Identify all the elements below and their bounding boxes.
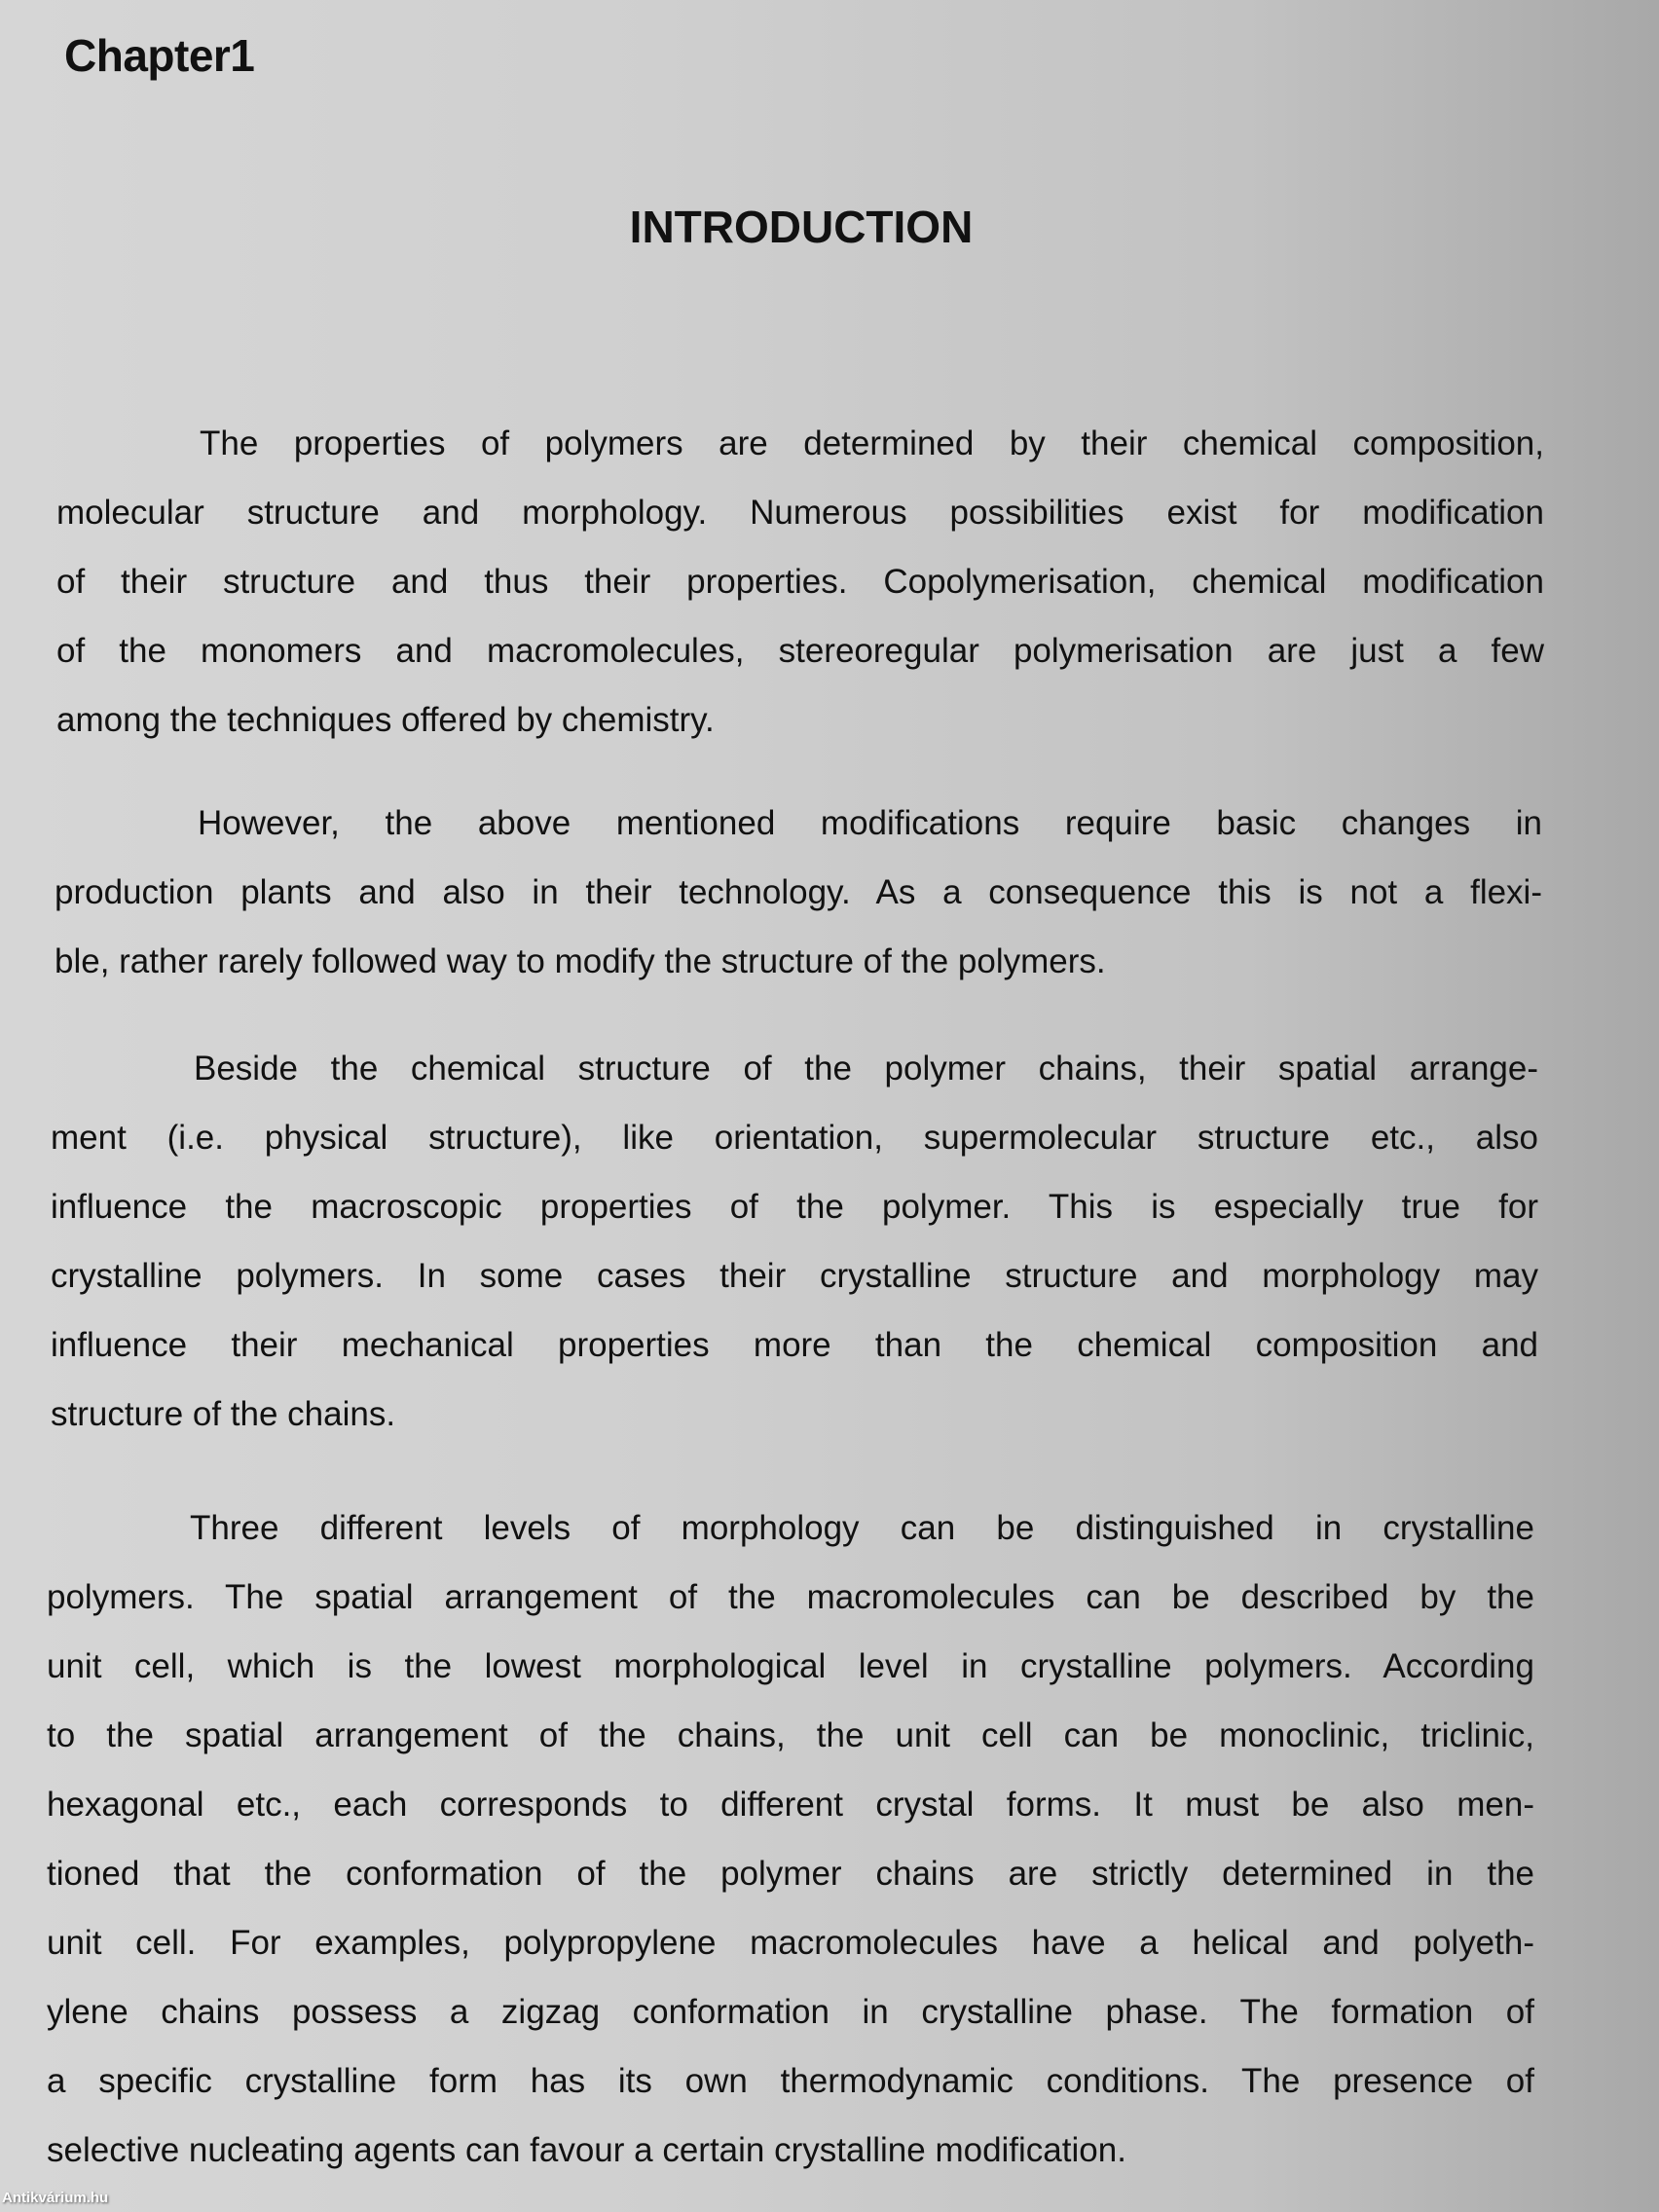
text-line: influence the macroscopic properties of the polymer. This is especially true for	[51, 1188, 1538, 1226]
paragraph-2	[55, 789, 1542, 996]
paragraph-4	[47, 1493, 1534, 2185]
text-line: unit cell, which is the lowest morphological level in crystalline polymers. According	[47, 1647, 1534, 1685]
text-line: However, the above mentioned modifications require basic changes in	[198, 804, 1542, 842]
text-line: hexagonal etc., each corresponds to different crystal forms. It must be also men-	[47, 1786, 1534, 1824]
text-line: among the techniques offered by chemistry.	[56, 701, 715, 739]
text-line: unit cell. For examples, polypropylene macromolecules have a helical and polyeth-	[47, 1924, 1534, 1962]
text-line: influence their mechanical properties more than the chemical composition and	[51, 1326, 1538, 1364]
text-line: ment (i.e. physical structure), like orientation, supermolecular structure etc., also	[51, 1119, 1538, 1157]
text-line: a specific crystalline form has its own thermodynamic conditions. The presence of	[47, 2062, 1534, 2100]
paragraph-3	[51, 1034, 1538, 1449]
text-line: structure of the chains.	[51, 1395, 396, 1433]
text-line: Beside the chemical structure of the polymer chains, their spatial arrange-	[194, 1050, 1538, 1088]
chapter-label: Chapter1	[64, 30, 255, 81]
text-line: molecular structure and morphology. Numerous possibilities exist for modification	[56, 494, 1544, 532]
text-line: polymers. The spatial arrangement of the macromolecules can be described by the	[47, 1578, 1534, 1616]
text-line: tioned that the conformation of the polymer chains are strictly determined in the	[47, 1855, 1534, 1893]
page-title: INTRODUCTION	[629, 202, 974, 252]
text-line: of their structure and thus their properties. Copolymerisation, chemical modification	[56, 563, 1544, 601]
text-line: ble, rather rarely followed way to modify the structure of the polymers.	[55, 942, 1106, 980]
text-line: Three different levels of morphology can be distinguished in crystalline	[190, 1509, 1534, 1547]
text-line: to the spatial arrangement of the chains, the unit cell can be monoclinic, triclinic,	[47, 1716, 1534, 1754]
text-line: The properties of polymers are determined by their chemical composition,	[200, 424, 1544, 462]
text-line: production plants and also in their technology. As a consequence this is not a flexi-	[55, 873, 1542, 911]
paragraph-1	[56, 409, 1544, 755]
text-line: of the monomers and macromolecules, stereoregular polymerisation are just a few	[56, 632, 1544, 670]
text-line: crystalline polymers. In some cases their crystalline structure and morphology may	[51, 1257, 1538, 1295]
text-line: selective nucleating agents can favour a certain crystalline modification.	[47, 2131, 1126, 2169]
text-line: ylene chains possess a zigzag conformation in crystalline phase. The formation of	[47, 1993, 1534, 2031]
watermark: Antikvárium.hu	[2, 2190, 109, 2206]
